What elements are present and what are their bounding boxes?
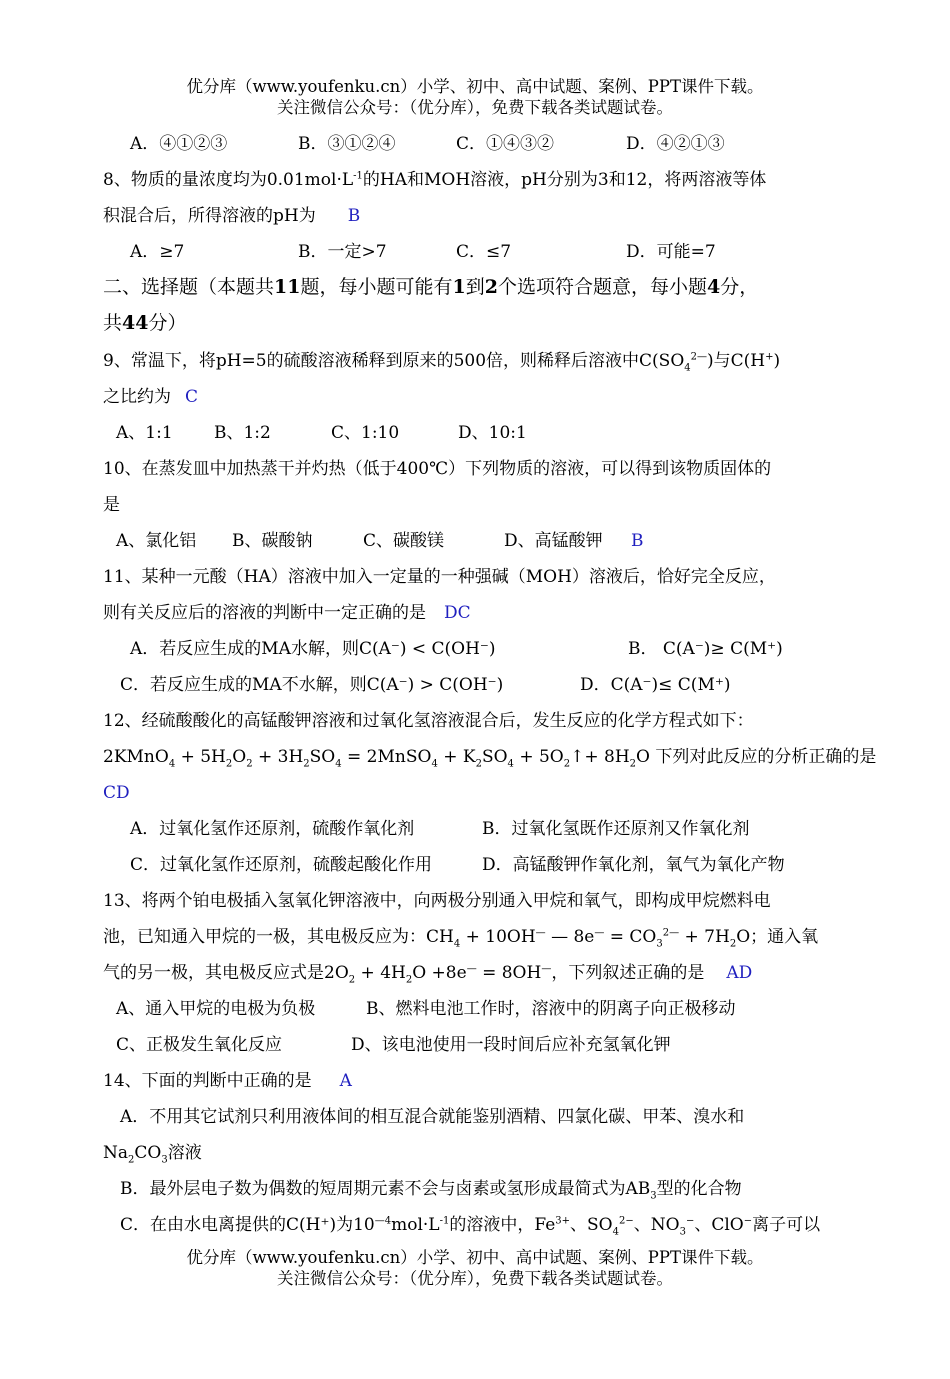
q12-option-d: D．高锰酸钾作氧化剂，氧气为氧化产物 <box>482 855 785 875</box>
q14-option-c: C．在由水电离提供的C(H⁺)为$10^{—4}mol\cdot L^{-1}$的溶液中，$Fe^{3+}$、$SO_4^{2-}$、$NO_3^-$、ClO−离子可以 <box>120 1215 821 1238</box>
q9-option-b: B、1:2 <box>214 423 271 443</box>
q12-equation: 2KMnO$_4$ + $5H_2O_2 + 3H_2SO_4$ = 2MnSO$_4$ + $K_2SO_4$ + $5O_2↑+ 8H_2O$ 下列对此反应的分析正确的是 <box>103 747 877 770</box>
q12-options-ab <box>130 818 750 840</box>
q13-text-2: 池，已知通入甲烷的一极，其电极反应为：$CH_4 + 10OH^—$ — $8e^— = CO_3^{2—} + 7H_2O$；通入氧 <box>103 927 819 950</box>
q8-option-d: D．可能=7 <box>626 242 716 262</box>
q13-options-ab <box>116 998 736 1020</box>
section-2-title-2: 共44分） <box>103 312 187 334</box>
q14-option-b: B．最外层电子数为偶数的短周期元素不会与卤素或氢形成最简式为$AB_3$型的化合物 <box>120 1179 742 1202</box>
q10-option-c: C、碳酸镁 <box>363 531 445 551</box>
q13-options-cd <box>116 1034 671 1056</box>
q14-option-a-1: A．不用其它试剂只利用液体间的相互混合就能鉴别酒精、四氯化碳、甲苯、溴水和 <box>120 1107 745 1127</box>
q13-text-1: 13、将两个铂电极插入氢氧化钾溶液中，向两极分别通入甲烷和氧气，即构成甲烷燃料电 <box>103 891 771 911</box>
q12-option-a: A．过氧化氢作还原剂，硫酸作氧化剂 <box>130 819 415 839</box>
q10-option-a: A、氯化铝 <box>116 531 197 551</box>
section-2-title-1: 二、选择题（本题共11题，每小题可能有1到2个选项符合题意，每小题4分， <box>103 276 759 298</box>
q10-text-1: 10、在蒸发皿中加热蒸干并灼热（低于400℃）下列物质的溶液，可以得到该物质固体的 <box>103 459 772 479</box>
q11-option-d: D．C(A⁻)≤ C(M⁺) <box>580 675 731 695</box>
q11-option-a: A．若反应生成的MA水解，则C(A⁻) < C(OH⁻) <box>130 639 496 659</box>
q14-answer: A <box>339 1071 352 1091</box>
q9-option-c: C、1:10 <box>331 423 400 443</box>
q11-text-1: 11、某种一元酸（HA）溶液中加入一定量的一种强碱（MOH）溶液后，恰好完全反应， <box>103 567 776 587</box>
q11-option-b: B． C(A⁻)≥ C(M⁺) <box>628 639 783 659</box>
q11-option-c: C．若反应生成的MA不水解，则C(A⁻) > C(OH⁻) <box>120 675 504 695</box>
q8-option-a: A．≥7 <box>130 242 185 262</box>
q8-text-1: 8、物质的量浓度均为$0.01mol\cdot L^{-1}$的HA和MOH溶液，pH分别为3和12，将两溶液等体 <box>103 170 767 190</box>
footer-line-2: 关注微信公众号：（优分库），免费下载各类试题试卷。 <box>277 1269 673 1288</box>
q13-option-b: B、燃料电池工作时，溶液中的阴离子向正极移动 <box>366 999 736 1019</box>
q7-options <box>130 133 725 155</box>
q9-answer: C <box>185 387 199 407</box>
q11-options-ab <box>130 638 783 660</box>
q7-option-c: C．①④③② <box>456 134 555 154</box>
q13-option-a: A、通入甲烷的电极为负极 <box>116 999 316 1019</box>
q9-text-2: 之比约为 C <box>103 387 199 407</box>
q12-option-c: C．过氧化氢作还原剂，硫酸起酸化作用 <box>130 855 433 875</box>
q11-text-2: 则有关反应后的溶液的判断中一定正确的是 DC <box>103 603 471 623</box>
q12-answer: CD <box>103 783 130 803</box>
q7-option-d: D．④②①③ <box>626 134 725 154</box>
q8-answer: B <box>347 206 361 226</box>
q12-options-cd <box>130 854 785 876</box>
q10-text-2: 是 <box>103 495 120 515</box>
q9-option-a: A、1:1 <box>116 423 173 443</box>
q14-option-a-2: $Na_2CO_3$溶液 <box>103 1143 202 1166</box>
q13-option-c: C、正极发生氧化反应 <box>116 1035 283 1055</box>
q9-text-1: 9、常温下，将pH=5的硫酸溶液稀释到原来的500倍，则稀释后溶液中$C(SO_4^{2—})$与C(H+) <box>103 351 781 374</box>
q7-option-b: B．③①②④ <box>298 134 396 154</box>
q11-options-cd <box>120 674 730 696</box>
q13-answer: AD <box>726 963 753 983</box>
q8-option-c: C．≤7 <box>456 242 512 262</box>
footer-line-1: 优分库（www.youfenku.cn）小学、初中、高中试题、案例、PPT课件下载。 <box>186 1248 764 1267</box>
q8-options <box>130 241 716 263</box>
q8-option-b: B．一定>7 <box>298 242 387 262</box>
q7-option-a: A．④①②③ <box>130 134 228 154</box>
q12-option-b: B．过氧化氢既作还原剂又作氧化剂 <box>482 819 750 839</box>
q11-answer: DC <box>444 603 471 623</box>
q9-option-d: D、10:1 <box>458 423 527 443</box>
q13-option-d: D、该电池使用一段时间后应补充氢氧化钾 <box>351 1035 671 1055</box>
q13-text-3: 气的另一极，其电极反应式是$2O_2 + 4H_2O +8e^— = 8OH^—$，下列叙述正确的是 AD <box>103 963 753 986</box>
q10-option-d: D、高锰酸钾 <box>504 531 603 551</box>
q14-text-1: 14、下面的判断中正确的是 A <box>103 1071 352 1091</box>
q10-option-b: B、碳酸钠 <box>232 531 313 551</box>
q9-options <box>116 422 527 444</box>
q10-answer: B <box>631 531 644 551</box>
q10-options <box>116 530 644 552</box>
q8-text-2: 积混合后，所得溶液的pH为 B <box>103 206 361 226</box>
header-line-1: 优分库（www.youfenku.cn）小学、初中、高中试题、案例、PPT课件下载。 <box>186 77 764 96</box>
header-line-2: 关注微信公众号：（优分库），免费下载各类试题试卷。 <box>277 98 673 117</box>
q12-text-1: 12、经硫酸酸化的高锰酸钾溶液和过氧化氢溶液混合后，发生反应的化学方程式如下： <box>103 711 754 731</box>
